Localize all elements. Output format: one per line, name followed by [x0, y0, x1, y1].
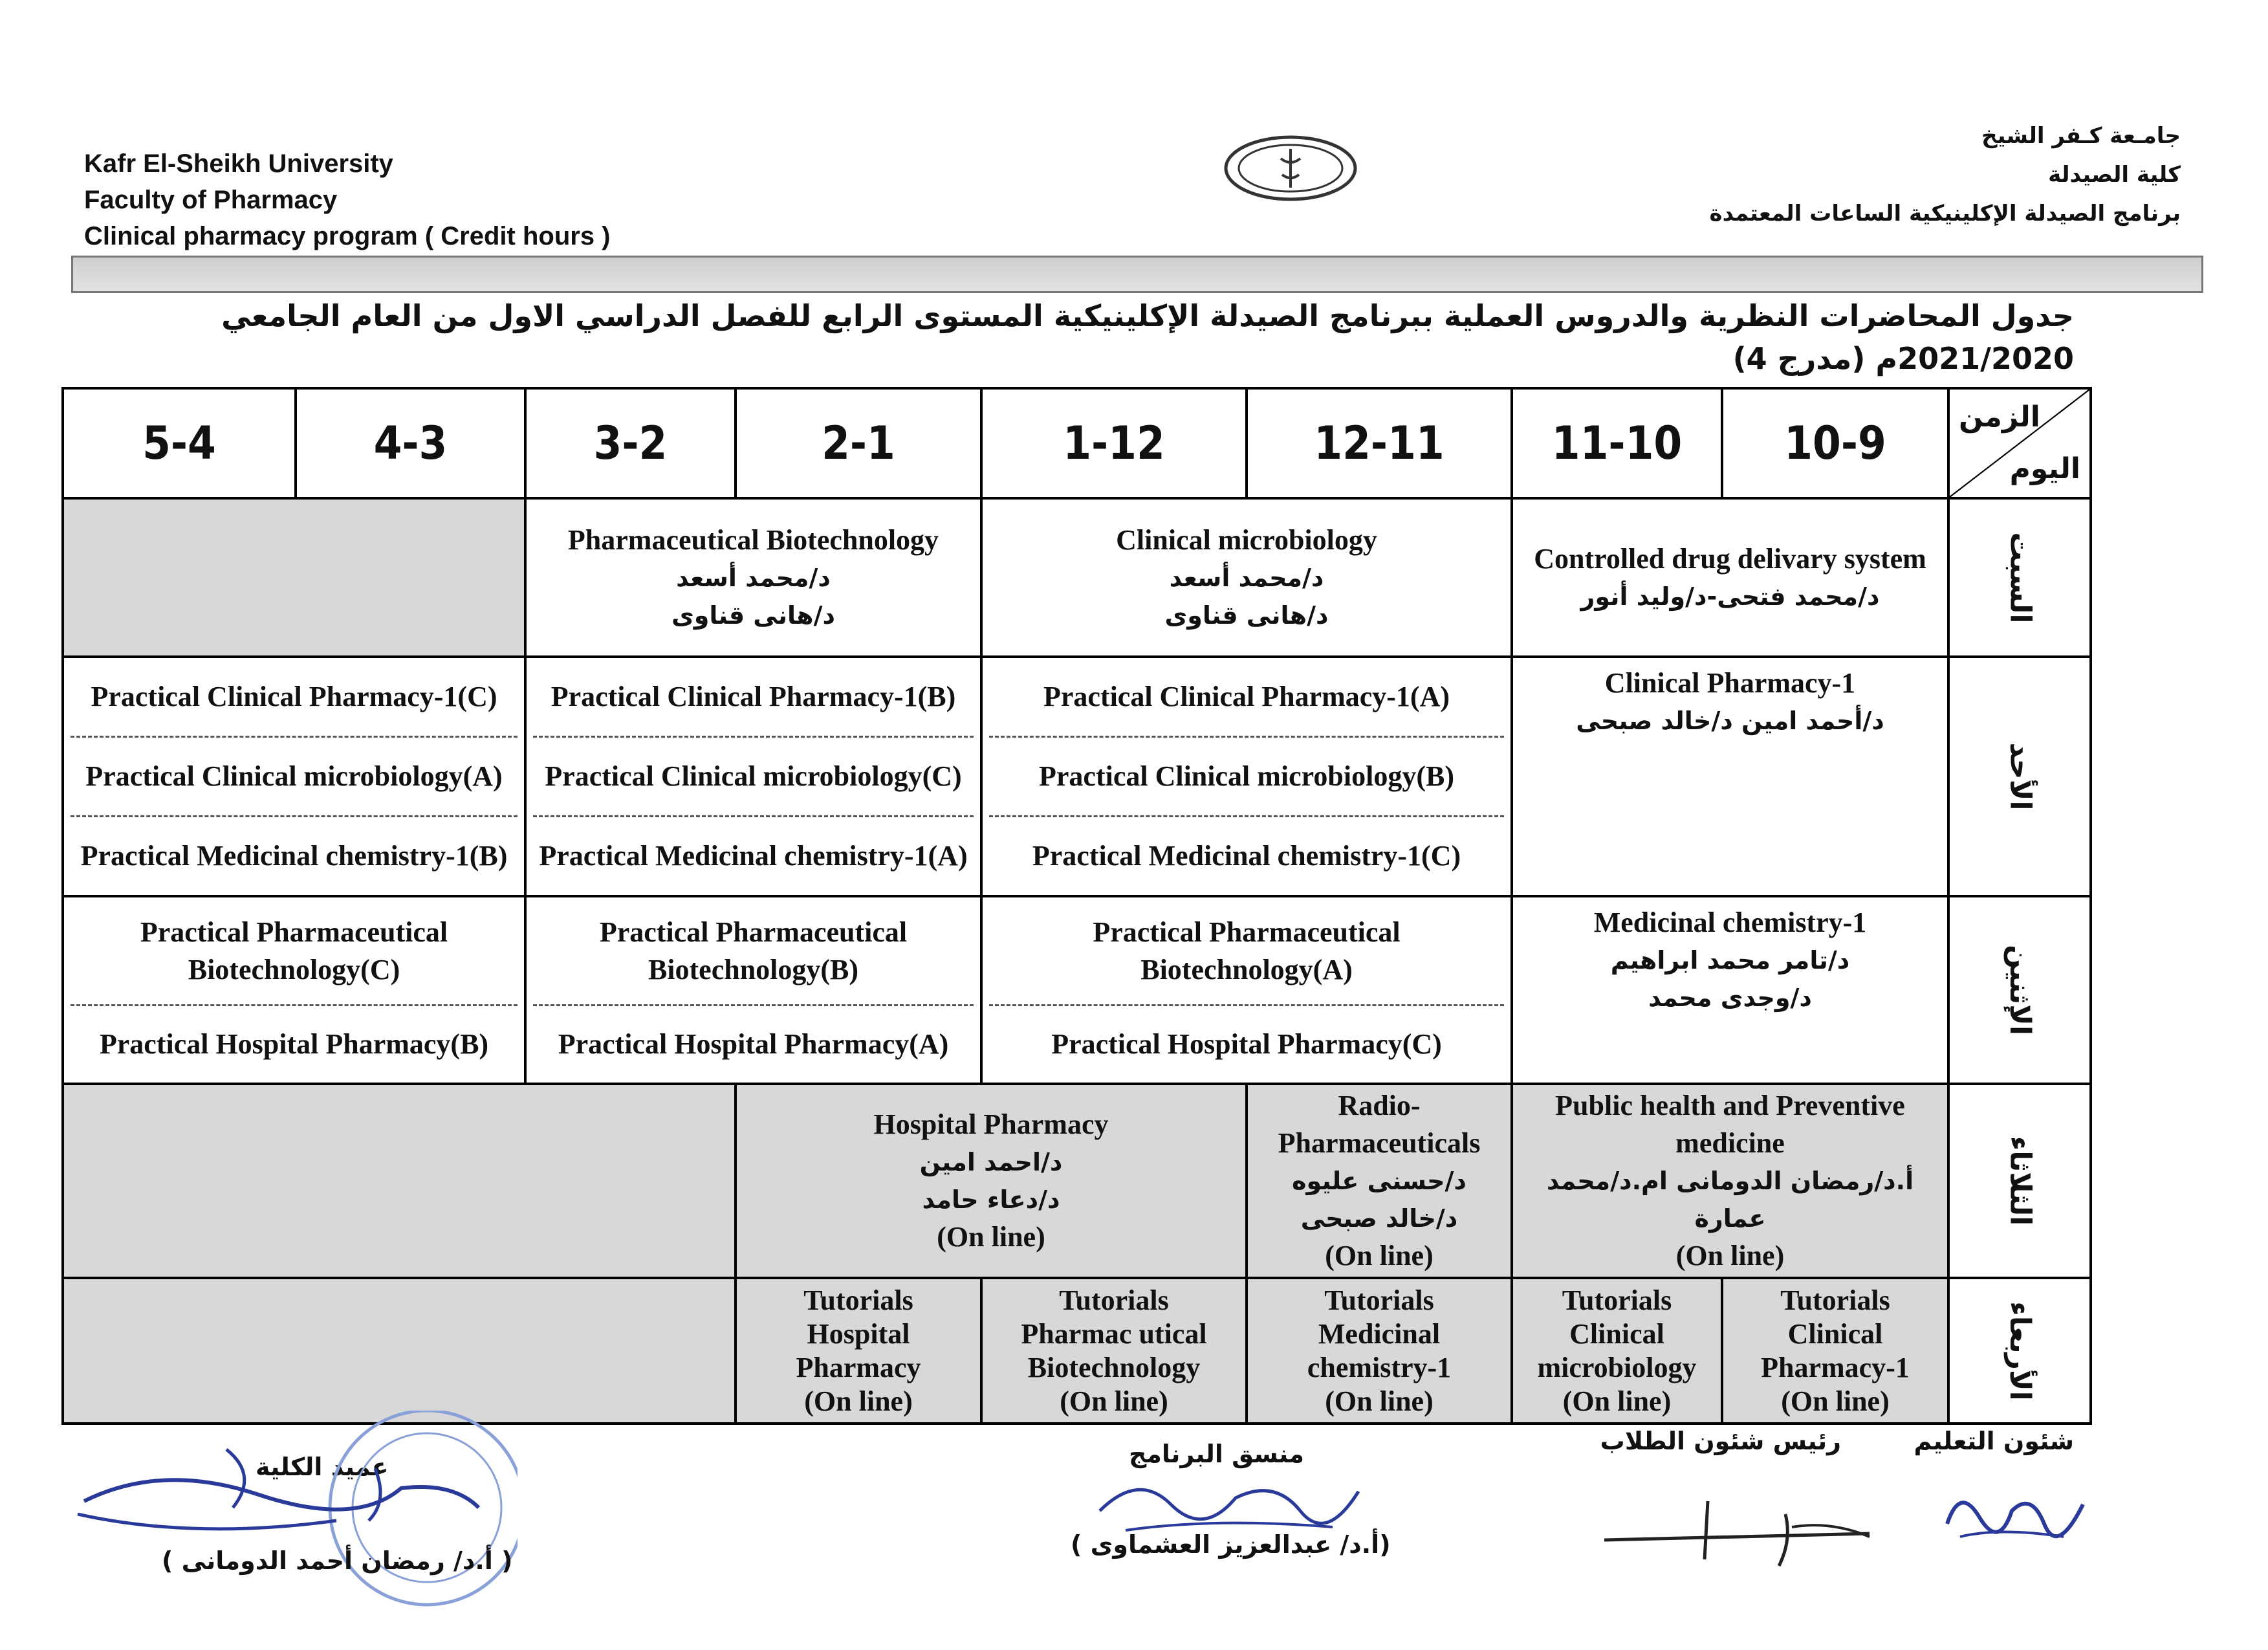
time-10-9: 10-9	[1722, 388, 1948, 498]
program-name: Clinical pharmacy program ( Credit hours )	[84, 222, 611, 250]
practical-slot: Practical Clinical microbiology(A)	[71, 738, 518, 817]
time-header-row	[63, 388, 2091, 498]
university-name-ar: جامـعة كـفر الشيخ	[1981, 123, 2181, 149]
corner-cell	[1948, 388, 2091, 498]
instructor: د/هانى قناوى	[1164, 600, 1329, 630]
instructor: د/حسنى عليوه	[1292, 1167, 1467, 1195]
dean-name: ( أ.د/ رمضان أحمد الدومانى )	[162, 1546, 513, 1575]
instructor: د/دعاء حامد	[922, 1185, 1060, 1214]
sunday-group1-cell	[981, 657, 1512, 896]
instructor: د/أحمد امين د/خالد صبحى	[1576, 707, 1884, 735]
tutorial-line: (On line)	[1060, 1385, 1168, 1417]
tutorial-line: Tutorials	[1562, 1284, 1672, 1316]
practical-slot: Practical Pharmaceutical Biotechnology(A)	[989, 897, 1504, 1006]
monday-group2-cell	[525, 896, 981, 1084]
tutorial-line: Tutorials	[803, 1284, 913, 1316]
delivery-mode: (On line)	[1675, 1240, 1785, 1271]
program-name-ar: برنامج الصيدلة الإكلينيكية الساعات المعتمدة	[1709, 201, 2181, 226]
practical-slot: Practical Clinical microbiology(B)	[989, 738, 1504, 817]
tuesday-empty-cell	[63, 1084, 736, 1278]
time-3-2: 3-2	[525, 388, 736, 498]
instructor: د/محمد أسعد	[1169, 563, 1324, 592]
day-label: الأربعاء	[2003, 1301, 2036, 1401]
tutorial-line: (On line)	[1562, 1385, 1672, 1417]
practical-slot: Practical Hospital Pharmacy(C)	[1051, 1028, 1442, 1061]
practical-slot: Practical Clinical microbiology(C)	[533, 738, 974, 817]
day-label: الثلاثاء	[2003, 1136, 2036, 1226]
practical-slot: Practical Clinical Pharmacy-1(C)	[71, 658, 518, 738]
tutorial-line: chemistry-1	[1307, 1351, 1452, 1383]
time-2-1: 2-1	[736, 388, 981, 498]
tutorial-line: Tutorials	[1324, 1284, 1434, 1316]
time-4-3: 4-3	[296, 388, 525, 498]
practical-slot: Practical Medicinal chemistry-1(B)	[80, 840, 508, 872]
instructor: د/خالد صبحى	[1300, 1204, 1458, 1233]
time-1-12: 1-12	[981, 388, 1247, 498]
monday-medicinal-chem-cell	[1512, 896, 1948, 1084]
tuesday-radiopharm-cell	[1247, 1084, 1512, 1278]
tutorial-line: Pharmacy	[796, 1351, 921, 1383]
course-title: Medicinal chemistry-1	[1593, 907, 1867, 938]
course-title: Radio-Pharmaceuticals	[1278, 1090, 1481, 1159]
practical-slot: Practical Pharmaceutical Biotechnology(C)	[71, 897, 518, 1006]
practical-slot: Practical Hospital Pharmacy(A)	[558, 1028, 949, 1061]
tuesday-public-health-cell	[1512, 1084, 1948, 1278]
program-coordinator-name: (أ.د/ عبدالعزيز العشماوى )	[1071, 1530, 1391, 1559]
delivery-mode: (On line)	[937, 1221, 1045, 1253]
practical-slot: Practical Hospital Pharmacy(B)	[99, 1028, 489, 1061]
tutorial-line: Biotechnology	[1027, 1351, 1201, 1383]
sunday-group2-cell	[525, 657, 981, 896]
faculty-name: Faculty of Pharmacy	[84, 186, 338, 214]
faculty-stamp-and-signature	[65, 1411, 518, 1624]
tutorial-line: (On line)	[1325, 1385, 1434, 1417]
day-wednesday	[1948, 1278, 2091, 1424]
monday-group1-cell	[981, 896, 1512, 1084]
sunday-group3-cell	[63, 657, 525, 896]
row-monday	[63, 896, 2091, 1084]
tutorial-line: Clinical	[1569, 1317, 1664, 1350]
day-monday	[1948, 896, 2091, 1084]
sig-education-affairs-label: شئون التعليم	[1914, 1427, 2074, 1455]
wednesday-tutorial-clinical-pharmacy	[1722, 1278, 1948, 1424]
wednesday-empty-cell	[63, 1278, 736, 1424]
schedule-table	[61, 387, 2092, 1425]
signature-education-affairs	[1934, 1466, 2102, 1556]
instructor: د/محمد فتحى-د/وليد أنور	[1580, 582, 1880, 611]
instructor: أ.د/رمضان الدومانى ام.د/محمد عمارة	[1546, 1167, 1914, 1233]
tutorial-line: Pharmacy-1	[1761, 1351, 1910, 1383]
header-divider-band	[71, 256, 2203, 293]
time-11-10: 11-10	[1512, 388, 1722, 498]
sunday-clinical-pharmacy-cell	[1512, 657, 1948, 896]
saturday-microbiology-cell	[981, 498, 1512, 657]
tutorial-line: Pharmac utical	[1021, 1317, 1207, 1350]
wednesday-tutorial-microbiology	[1512, 1278, 1722, 1424]
university-seal-logo	[1219, 133, 1362, 204]
day-saturday	[1948, 498, 2091, 657]
tutorial-line: Clinical	[1787, 1317, 1883, 1350]
course-title: Clinical microbiology	[1116, 523, 1377, 556]
saturday-biotech-cell	[525, 498, 981, 657]
wednesday-tutorial-medchem	[1247, 1278, 1512, 1424]
header-arabic	[1710, 116, 2181, 233]
header-english	[84, 146, 611, 254]
practical-slot: Practical Medicinal chemistry-1(C)	[1032, 840, 1461, 872]
practical-slot: Practical Clinical Pharmacy-1(B)	[533, 658, 974, 738]
practical-slot: Practical Pharmaceutical Biotechnology(B)	[533, 897, 974, 1006]
instructor: د/احمد امين	[919, 1148, 1063, 1176]
tutorial-line: (On line)	[804, 1385, 913, 1417]
corner-day-label: اليوم	[2009, 452, 2080, 485]
tutorial-line: microbiology	[1537, 1351, 1697, 1383]
practical-slot: Practical Clinical Pharmacy-1(A)	[989, 658, 1504, 738]
instructor: د/محمد أسعد	[676, 563, 831, 592]
day-label: الأحد	[2003, 742, 2036, 811]
row-tuesday	[63, 1084, 2091, 1278]
faculty-name-ar: كلية الصيدلة	[2048, 162, 2181, 188]
day-label: الإثنين	[2003, 945, 2036, 1035]
day-sunday	[1948, 657, 2091, 896]
corner-time-label: الزمن	[1959, 401, 2040, 434]
time-5-4: 5-4	[63, 388, 296, 498]
tutorial-line: (On line)	[1781, 1385, 1890, 1417]
sig-dean-label: عميد الكلية	[256, 1453, 389, 1481]
wednesday-tutorial-hospital	[736, 1278, 981, 1424]
practical-slot: Practical Medicinal chemistry-1(A)	[539, 840, 968, 872]
schedule-title: جدول المحاضرات النظرية والدروس العملية ببرنامج الصيدلة الإكلينيكية المستوى الرابع للفصل الدراسي الاول من العام الجامعي 2021/2020م (مدرج 4)	[221, 298, 2074, 376]
tutorial-line: Tutorials	[1059, 1284, 1169, 1316]
course-title: Public health and Preventive medicine	[1555, 1090, 1905, 1159]
saturday-drug-delivery-cell	[1512, 498, 1948, 657]
tuesday-hospital-pharmacy-cell	[736, 1084, 1247, 1278]
instructor: د/تامر محمد ابراهيم	[1610, 946, 1850, 974]
course-title: Pharmaceutical Biotechnology	[567, 523, 939, 556]
instructor: د/وجدى محمد	[1648, 984, 1812, 1012]
tutorial-line: Hospital	[807, 1317, 910, 1350]
sig-student-affairs-label: رئيس شئون الطلاب	[1600, 1427, 1841, 1455]
course-title: Clinical Pharmacy-1	[1604, 667, 1856, 699]
row-saturday	[63, 498, 2091, 657]
delivery-mode: (On line)	[1325, 1240, 1434, 1271]
signature-student-affairs	[1598, 1488, 1882, 1579]
instructor: د/هانى قناوى	[671, 600, 836, 630]
day-tuesday	[1948, 1084, 2091, 1278]
tutorial-line: Medicinal	[1318, 1317, 1441, 1350]
wednesday-tutorial-biotech	[981, 1278, 1247, 1424]
day-label: السبت	[2003, 532, 2036, 623]
row-sunday	[63, 657, 2091, 896]
monday-group3-cell	[63, 896, 525, 1084]
course-title: Controlled drug delivary system	[1534, 542, 1926, 575]
saturday-empty-cell	[63, 498, 525, 657]
tutorial-line: Tutorials	[1780, 1284, 1890, 1316]
row-wednesday	[63, 1278, 2091, 1424]
university-name: Kafr El-Sheikh University	[84, 149, 393, 178]
sig-program-coordinator-label: منسق البرنامج	[1129, 1440, 1305, 1468]
time-12-11: 12-11	[1247, 388, 1512, 498]
course-title: Hospital Pharmacy	[873, 1108, 1109, 1140]
